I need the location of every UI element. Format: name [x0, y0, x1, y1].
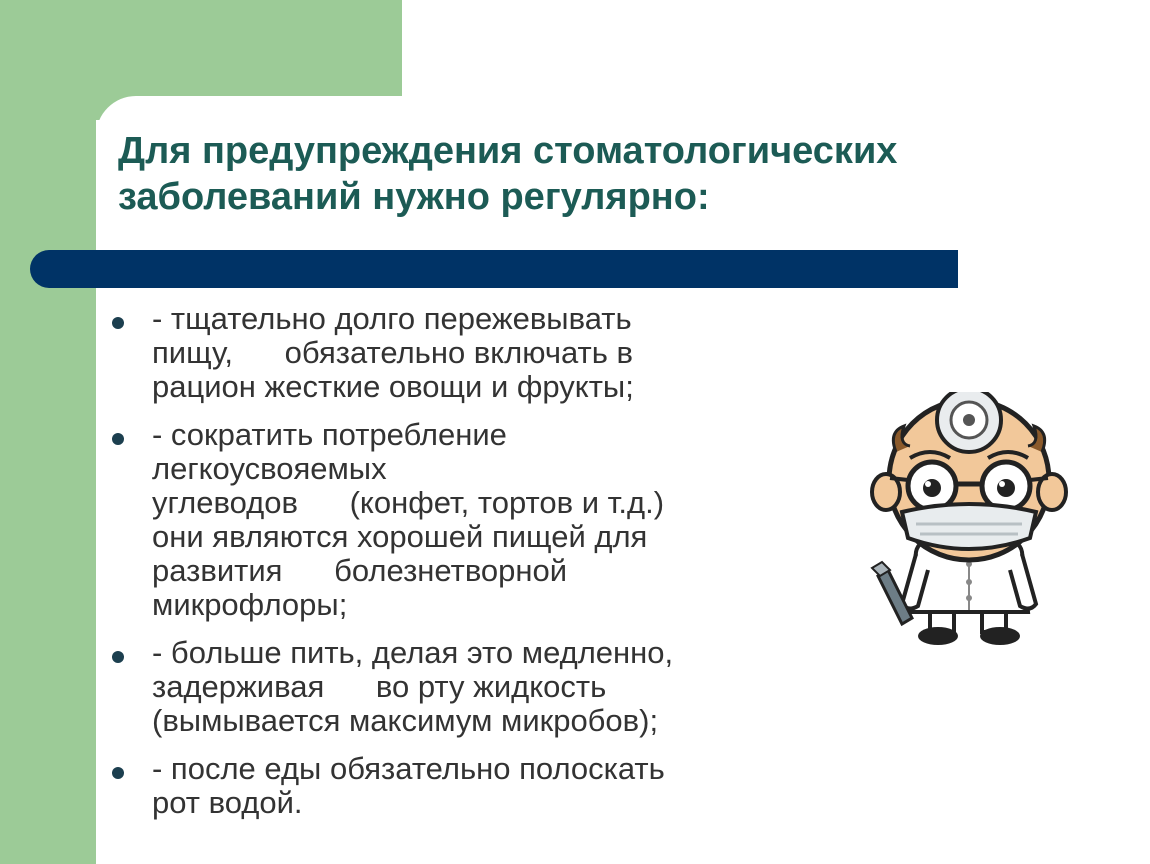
green-left-stripe	[0, 0, 96, 864]
slide-title-line-1: Для предупреждения стоматологических	[118, 130, 898, 172]
bullet-text-line: рот водой.	[152, 785, 303, 820]
bullet-dot-icon	[112, 433, 124, 445]
bullet-text-line: развития болезнетворной	[152, 553, 568, 588]
bullet-text-line: - тщательно долго пережевывать	[152, 301, 632, 336]
bullet-text-line: пищу, обязательно включать в	[152, 335, 633, 370]
bullet-dot-icon	[112, 767, 124, 779]
dentist-cartoon-icon	[858, 392, 1080, 654]
bullet-item	[106, 636, 806, 738]
bullet-text-line: углеводов (конфет, тортов и т.д.)	[152, 485, 665, 520]
bullet-text-line: - больше пить, делая это медленно,	[152, 635, 674, 670]
bullet-dot-icon	[112, 651, 124, 663]
bullet-text-line: - после еды обязательно полоскать	[152, 751, 665, 786]
bullet-text-line: рацион жесткие овощи и фрукты;	[152, 369, 634, 404]
bullet-text-line: легкоусвояемых	[152, 451, 387, 486]
bullet-text-line: - сократить потребление	[152, 417, 507, 452]
bullet-item	[106, 418, 806, 622]
bullet-text-line: (вымывается максимум микробов);	[152, 703, 659, 738]
title-divider-bar	[30, 250, 958, 288]
bullet-item	[106, 302, 806, 404]
bullet-text-line: микрофлоры;	[152, 587, 348, 622]
bullet-item	[106, 752, 806, 820]
bullet-text-line: они являются хорошей пищей для	[152, 519, 648, 554]
bullet-dot-icon	[112, 317, 124, 329]
slide-title	[118, 128, 1078, 220]
slide-title-line-2: заболеваний нужно регулярно:	[118, 176, 710, 218]
bullet-text-line: задерживая во рту жидкость	[152, 669, 607, 704]
bullet-list	[106, 302, 806, 834]
